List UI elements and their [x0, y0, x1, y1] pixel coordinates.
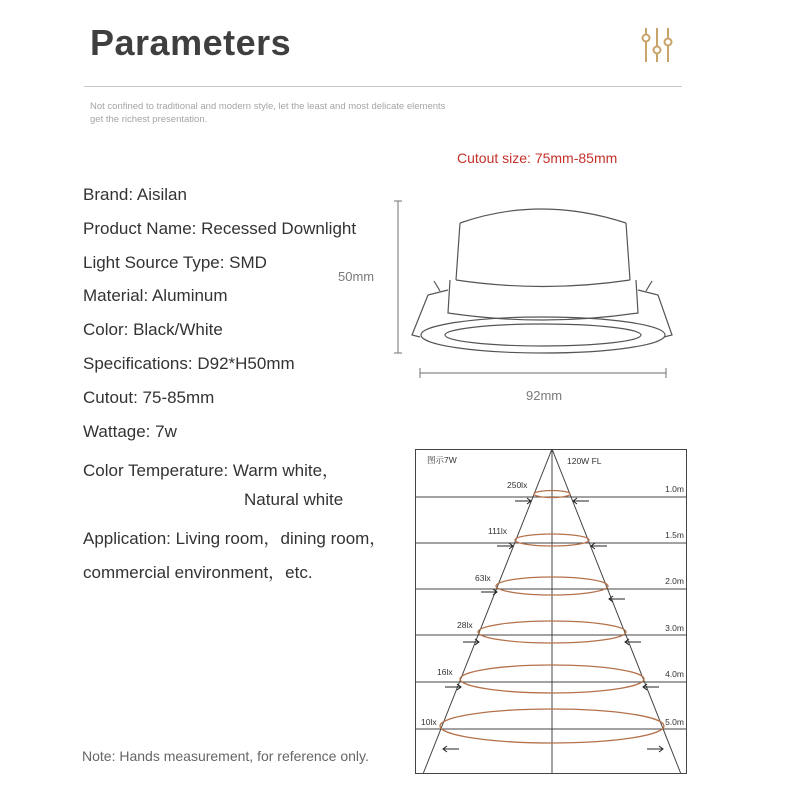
header-divider	[84, 86, 682, 87]
lux-label-2: 111lx	[488, 526, 508, 536]
page-subtitle: Not confined to traditional and modern style, let the least and most delicate elements get the richest presentation.	[90, 101, 446, 125]
spec-color: Color: Black/White	[83, 320, 223, 339]
spec-material: Material: Aluminum	[83, 286, 228, 305]
cutout-size-note: Cutout size: 75mm-85mm	[457, 150, 618, 166]
distance-label-2: 1.5m	[665, 530, 684, 540]
distance-label-4: 3.0m	[665, 623, 684, 633]
beam-illuminance-diagram	[415, 449, 687, 774]
spec-light-source: Light Source Type: SMD	[83, 253, 267, 272]
lux-label-1: 250lx	[507, 480, 528, 490]
width-dimension-label: 92mm	[526, 388, 563, 403]
spec-specifications: Specifications: D92*H50mm	[83, 354, 295, 373]
lux-label-6: 10lx	[421, 717, 437, 727]
page-title: Parameters	[90, 22, 292, 63]
spec-application-cont: commercial environment，etc.	[83, 563, 313, 582]
lux-label-5: 16lx	[437, 667, 453, 677]
distance-label-6: 5.0m	[665, 717, 684, 727]
spec-brand: Brand: Aisilan	[83, 185, 187, 204]
lux-label-3: 63lx	[475, 573, 491, 583]
distance-label-5: 4.0m	[665, 669, 684, 679]
diagram-label-model: 图示7W	[427, 455, 457, 465]
distance-label-3: 2.0m	[665, 576, 684, 586]
spec-cutout: Cutout: 75-85mm	[83, 388, 215, 407]
lux-label-4: 28lx	[457, 620, 473, 630]
spec-wattage: Wattage: 7w	[83, 422, 177, 441]
spec-product-name: Product Name: Recessed Downlight	[83, 219, 357, 238]
distance-label-1: 1.0m	[665, 484, 684, 494]
footnote: Note: Hands measurement, for reference only.	[82, 748, 369, 764]
diagram-label-beam: 120W FL	[567, 456, 602, 466]
spec-application: Application: Living room，dining room，	[83, 529, 387, 548]
height-dimension-label: 50mm	[338, 269, 375, 284]
downlight-drawing	[390, 195, 690, 385]
spec-color-temperature: Color Temperature: Warm white，	[83, 461, 340, 480]
sliders-logo-icon	[640, 26, 674, 64]
spec-color-temperature-cont: Natural white	[244, 490, 344, 509]
